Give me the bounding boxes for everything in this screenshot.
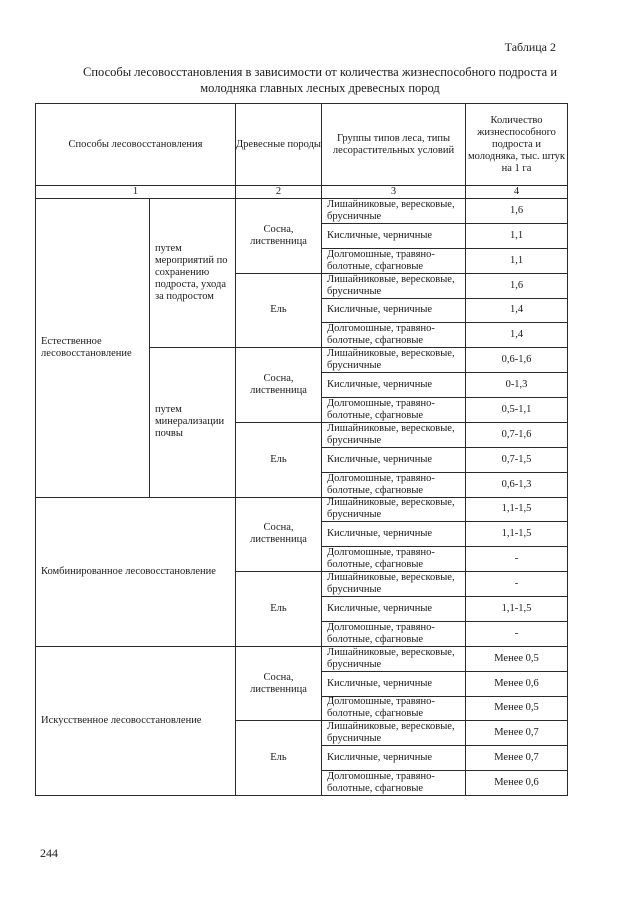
quantity-row-22	[465, 745, 568, 771]
forest-type-row-7	[321, 372, 466, 398]
submethod-mineralization-text: путем минерализации почвы	[155, 404, 225, 440]
quantity-row-0-text: 1,6	[509, 204, 524, 216]
quantity-row-1	[465, 223, 568, 249]
forest-type-row-4-text: Кисличные, черничные	[327, 304, 433, 316]
species-group-4-text: Сосна, лиственница	[250, 522, 307, 546]
quantity-row-13-text: 1,1-1,5	[501, 528, 532, 540]
quantity-row-13	[465, 521, 568, 547]
forest-type-row-13	[321, 521, 466, 547]
forest-type-row-20	[321, 696, 466, 722]
species-group-7	[235, 720, 322, 796]
forest-type-row-16-text: Кисличные, черничные	[327, 602, 433, 614]
quantity-row-16-text: 1,1-1,5	[501, 602, 532, 614]
forest-type-row-19-text: Кисличные, черничные	[327, 677, 433, 689]
species-group-1-text: Ель	[270, 304, 287, 316]
forest-type-row-11	[321, 472, 466, 498]
column-number-4-text: 4	[513, 186, 520, 197]
quantity-row-14	[465, 546, 568, 572]
quantity-row-18-text: Менее 0,5	[494, 652, 539, 664]
quantity-row-16	[465, 596, 568, 622]
quantity-row-19-text: Менее 0,6	[494, 677, 539, 689]
forest-type-row-7-text: Кисличные, черничные	[327, 379, 433, 391]
species-group-0	[235, 198, 322, 274]
species-group-0-text: Сосна, лиственница	[250, 223, 307, 247]
forest-type-row-9-text: Лишайниковые, вересковые, брусничные	[327, 422, 455, 446]
forest-type-row-18-text: Лишайниковые, вересковые, брусничные	[327, 646, 455, 670]
forest-type-row-22	[321, 745, 466, 771]
quantity-row-15	[465, 571, 568, 597]
forest-type-row-19	[321, 671, 466, 697]
quantity-row-3	[465, 273, 568, 299]
title-line-2: молодняка главных лесных древесных пород	[200, 81, 440, 95]
quantity-row-10-text: 0,7-1,5	[501, 453, 532, 465]
column-number-4	[465, 185, 568, 199]
quantity-row-6	[465, 347, 568, 373]
forest-type-row-0	[321, 198, 466, 224]
header-species	[235, 103, 322, 186]
method-artificial-text: Искусственное лесовосстановление	[41, 714, 202, 726]
column-number-3-text: 3	[390, 186, 397, 197]
species-group-2-text: Сосна, лиственница	[250, 373, 307, 397]
quantity-row-0	[465, 198, 568, 224]
header-forest-groups-text: Группы типов леса, типы лесорастительных условий	[332, 132, 455, 156]
method-artificial	[35, 646, 236, 796]
header-methods	[35, 103, 236, 186]
forest-type-row-6-text: Лишайниковые, вересковые, брусничные	[327, 348, 455, 372]
method-natural-text: Естественное лесовосстановление	[41, 335, 132, 359]
forest-type-row-15	[321, 571, 466, 597]
forest-type-row-22-text: Кисличные, черничные	[327, 752, 433, 764]
quantity-row-9-text: 0,7-1,6	[501, 428, 532, 440]
column-number-3	[321, 185, 466, 199]
forest-type-row-16	[321, 596, 466, 622]
species-group-6-text: Сосна, лиственница	[250, 671, 307, 695]
column-number-1-text: 1	[132, 186, 139, 197]
header-quantity-text: Количество жизнеспособного подроста и молодняка, тыс. штук на 1 га	[467, 114, 566, 174]
quantity-row-7	[465, 372, 568, 398]
quantity-row-17-text: -	[514, 627, 519, 639]
forest-type-row-9	[321, 422, 466, 448]
forest-type-row-17	[321, 621, 466, 647]
column-number-1	[35, 185, 236, 199]
submethod-preservation-text: путем мероприятий по сохранению подроста, ухода за подростом	[155, 243, 228, 303]
method-combined-text: Комбинированное лесовосстановление	[41, 565, 216, 577]
forest-type-row-1	[321, 223, 466, 249]
species-group-5-text: Ель	[270, 602, 287, 614]
column-number-2-text: 2	[275, 186, 282, 197]
quantity-row-19	[465, 671, 568, 697]
method-combined	[35, 497, 236, 647]
quantity-row-11	[465, 472, 568, 498]
forest-type-row-3-text: Лишайниковые, вересковые, брусничные	[327, 273, 455, 297]
species-group-7-text: Ель	[270, 752, 287, 764]
forest-type-row-4	[321, 298, 466, 324]
forest-type-row-23	[321, 770, 466, 796]
forest-type-row-5-text: Долгомошные, травяно-болотные, сфагновые	[327, 323, 435, 347]
forest-type-row-0-text: Лишайниковые, вересковые, брусничные	[327, 198, 455, 222]
quantity-row-22-text: Менее 0,7	[494, 752, 539, 764]
quantity-row-5	[465, 322, 568, 348]
table-caption: Таблица 2	[504, 40, 556, 54]
forest-type-row-13-text: Кисличные, черничные	[327, 528, 433, 540]
quantity-row-9	[465, 422, 568, 448]
forest-type-row-17-text: Долгомошные, травяно-болотные, сфагновые	[327, 621, 435, 645]
quantity-row-14-text: -	[514, 553, 519, 565]
species-group-3-text: Ель	[270, 453, 287, 465]
reforestation-table	[35, 103, 567, 795]
table-title	[40, 64, 600, 96]
quantity-row-23	[465, 770, 568, 796]
quantity-row-23-text: Менее 0,6	[494, 777, 539, 789]
header-species-text: Древесные породы	[236, 138, 321, 150]
forest-type-row-12	[321, 497, 466, 523]
forest-type-row-21-text: Лишайниковые, вересковые, брусничные	[327, 721, 455, 745]
page-number: 244	[40, 846, 58, 860]
quantity-row-8-text: 0,5-1,1	[501, 403, 532, 415]
forest-type-row-10	[321, 447, 466, 473]
quantity-row-7-text: 0-1,3	[505, 379, 528, 391]
forest-type-row-10-text: Кисличные, черничные	[327, 453, 433, 465]
submethod-preservation	[149, 198, 236, 348]
quantity-row-3-text: 1,6	[509, 279, 524, 291]
species-group-5	[235, 571, 322, 647]
forest-type-row-8	[321, 397, 466, 423]
quantity-row-1-text: 1,1	[509, 229, 524, 241]
quantity-row-11-text: 0,6-1,3	[501, 478, 532, 490]
species-group-1	[235, 273, 322, 349]
forest-type-row-21	[321, 720, 466, 746]
header-quantity	[465, 103, 568, 186]
forest-type-row-2	[321, 248, 466, 274]
quantity-row-2	[465, 248, 568, 274]
forest-type-row-11-text: Долгомошные, травяно-болотные, сфагновые	[327, 472, 435, 496]
species-group-6	[235, 646, 322, 722]
forest-type-row-3	[321, 273, 466, 299]
quantity-row-2-text: 1,1	[509, 254, 524, 266]
quantity-row-15-text: -	[514, 578, 519, 590]
header-methods-text: Способы лесовосстановления	[68, 138, 203, 150]
column-number-2	[235, 185, 322, 199]
quantity-row-4	[465, 298, 568, 324]
quantity-row-18	[465, 646, 568, 672]
quantity-row-17	[465, 621, 568, 647]
forest-type-row-1-text: Кисличные, черничные	[327, 229, 433, 241]
method-natural	[35, 198, 150, 498]
forest-type-row-14-text: Долгомошные, травяно-болотные, сфагновые	[327, 547, 435, 571]
species-group-2	[235, 347, 322, 423]
forest-type-row-8-text: Долгомошные, травяно-болотные, сфагновые	[327, 397, 435, 421]
forest-type-row-23-text: Долгомошные, травяно-болотные, сфагновые	[327, 771, 435, 795]
quantity-row-5-text: 1,4	[509, 329, 524, 341]
quantity-row-20	[465, 696, 568, 722]
quantity-row-21-text: Менее 0,7	[494, 727, 539, 739]
quantity-row-12-text: 1,1-1,5	[501, 503, 532, 515]
forest-type-row-18	[321, 646, 466, 672]
forest-type-row-15-text: Лишайниковые, вересковые, брусничные	[327, 572, 455, 596]
forest-type-row-5	[321, 322, 466, 348]
species-group-3	[235, 422, 322, 498]
submethod-mineralization	[149, 347, 236, 497]
quantity-row-4-text: 1,4	[509, 304, 524, 316]
quantity-row-20-text: Менее 0,5	[494, 702, 539, 714]
title-line-1: Способы лесовосстановления в зависимости от количества жизнеспособного подроста и	[82, 65, 558, 79]
forest-type-row-2-text: Долгомошные, травяно-болотные, сфагновые	[327, 248, 435, 272]
forest-type-row-12-text: Лишайниковые, вересковые, брусничные	[327, 497, 455, 521]
species-group-4	[235, 497, 322, 573]
quantity-row-8	[465, 397, 568, 423]
forest-type-row-20-text: Долгомошные, травяно-болотные, сфагновые	[327, 696, 435, 720]
quantity-row-6-text: 0,6-1,6	[501, 354, 532, 366]
quantity-row-10	[465, 447, 568, 473]
forest-type-row-6	[321, 347, 466, 373]
forest-type-row-14	[321, 546, 466, 572]
quantity-row-21	[465, 720, 568, 746]
quantity-row-12	[465, 497, 568, 523]
header-forest-groups	[321, 103, 466, 186]
